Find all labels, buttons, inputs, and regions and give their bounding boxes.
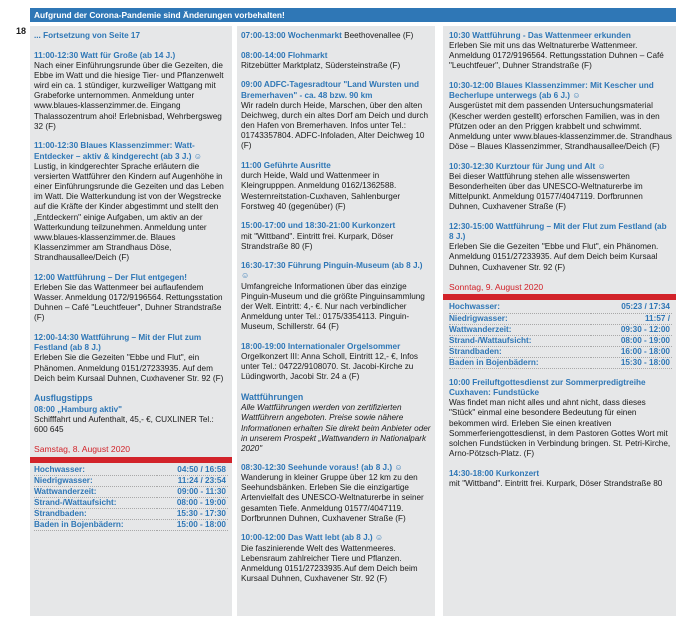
column-middle (237, 26, 435, 616)
event-title: 10:30-12:00 Blaues Klassenzimmer: Mit Kescher und Becherlupe unterwegs (ab 6 J.) ☺ (449, 81, 654, 101)
tide-value: 09:00 - 11:30 (157, 486, 228, 497)
tide-value: 15:30 - 18:00 (591, 357, 672, 368)
event-description: Erleben Sie mit uns das Weltnaturerbe Wattenmeer. Anmeldung 0172/9196564. Rettungsstation Duhnen – Café "Leuchtfeuer", Duhner Strandstraße (F) (449, 41, 664, 71)
event-title: 12:00 Wattführung – Der Flut entgegen! (34, 272, 187, 282)
event-title: 07:00-13:00 Wochenmarkt (241, 31, 342, 40)
tide-value: 15:00 - 18:00 (157, 520, 228, 531)
tide-table-sunday (449, 302, 672, 369)
event-description: Schifffahrt und Aufenthalt, 45,- €, CUXLINER Tel.: 600 645 (34, 414, 214, 434)
event-item (34, 333, 228, 384)
event-description: Nach einer Einführungsrunde über die Gezeiten, die Ebbe im Watt und die hiesige Tier- und Pflanzenwelt wird ein ca. 1 stündiger, kurzweiliger Wattgang mit Grabeforke unternommen. Anmeldung unter www.blaues-klassenzimmer.de. Eingang Thalassozentrum ahoi! Erlebnisbad, Wehrbergsweg 32 (F) (34, 60, 224, 131)
tide-value: 11:24 / 23:54 (157, 475, 228, 486)
event-description: mit "Wittband". Eintritt frei. Kurpark, Döser Strandstraße 80 (F) (241, 231, 394, 251)
event-item (241, 221, 431, 251)
event-item (34, 405, 228, 435)
event-description: Wir radeln durch Heide, Marschen, über den alten Deichweg, durch ein altes Dorf am Deich und durch den Hafen von Bremerhaven. Infos unter Tel.: 01743357804. ADFC-Infoladen, Alter Deichweg 10 (F) (241, 100, 429, 151)
event-title: 11:00 Geführte Ausritte (241, 161, 331, 171)
tide-label: Niedrigwasser: (449, 313, 591, 324)
tide-row (34, 509, 228, 520)
tide-label: Baden in Bojenbädern: (449, 357, 591, 368)
tide-table-saturday (34, 465, 228, 532)
event-description: Die faszinierende Welt des Wattenmeeres. Lebensraum zahlreicher Tiere und Pflanzen. Anmeldung 0151/27233935.Auf dem Deich beim Kursaal Duhnen, Cuxhavener Str. 92 (F) (241, 543, 418, 584)
event-title: 14:30-18:00 Kurkonzert (449, 468, 540, 478)
event-item (241, 161, 431, 212)
event-item (34, 273, 228, 324)
event-title: 08:00 „Hamburg aktiv" (34, 404, 123, 414)
tide-row (34, 486, 228, 497)
event-title: 09:00 ADFC-Tagesradtour "Land Wursten und Bremerhaven" - ca. 48 bzw. 90 km (241, 80, 419, 100)
event-description: Beethovenallee (F) (344, 31, 414, 40)
date-heading-saturday: Samstag, 8. August 2020 (34, 444, 131, 455)
tide-label: Strand-/Wattaufsicht: (34, 497, 157, 508)
event-description: Was findet man nicht alles und ahnt nicht, dass dieses "Stück" einmal eine besondere Bedeutung für einen bekommen wird. Erleben Sie einen kreativen Sommerferiengottesdienst, in dem Pastoren Gottes Wort mit solchen Fundstücken in Verbindung bringen. St. Petri-Kirche, Arno-Pötzsch-Platz. (F) (449, 398, 671, 459)
page-number: 18 (16, 26, 27, 36)
tide-label: Niedrigwasser: (34, 475, 157, 486)
tide-row (449, 335, 672, 346)
column-right (443, 26, 676, 616)
event-item (241, 261, 431, 332)
event-item (241, 51, 431, 71)
event-item (241, 342, 431, 383)
tide-row (34, 520, 228, 531)
date-heading-sunday: Sonntag, 9. August 2020 (449, 282, 544, 293)
date-divider (443, 294, 676, 300)
event-title: 12:30-15:00 Wattführung – Mit der Flut zum Festland (ab 8 J.) (449, 222, 667, 242)
event-title: 18:00-19:00 Internationaler Orgelsommer (241, 341, 401, 351)
event-item (449, 469, 672, 489)
event-description: Umfangreiche Informationen über das einzige Pinguin-Museum und die größte Pinguinsammlung der Welt. Eintritt: 4,- €. Nur nach verbindlicher Anmeldung unter Tel.: 0175/3354113. Pinguin-Museum, Schillerstr. 64 (F) (241, 281, 425, 332)
event-item (34, 51, 228, 132)
event-description: Erleben Sie das Wattenmeer bei auflaufendem Wasser. Anmeldung 0172/9196564. Rettungsstation Duhnen – Café "Leuchtfeuer", Duhner Strandstraße (F) (34, 282, 223, 323)
event-description: Erleben Sie die Gezeiten "Ebbe und Flut", ein Phänomen. Anmeldung 0151/27233935. Auf dem Deich beim Kursaal Duhnen, Cuxhavener Str. 92 (F) (34, 353, 224, 383)
tide-row (34, 465, 228, 476)
tide-row (449, 313, 672, 324)
event-item (449, 378, 672, 459)
corona-notice-banner: Aufgrund der Corona-Pandemie sind Änderungen vorbehalten! (30, 8, 676, 22)
tide-row (34, 497, 228, 508)
continuation-note: ... Fortsetzung von Seite 17 (34, 31, 141, 40)
event-title: 10:30-12:30 Kurztour für Jung und Alt ☺ (449, 161, 606, 171)
tide-value: 16:00 - 18:00 (591, 346, 672, 357)
event-title: 11:00-12:30 Watt für Große (ab 14 J.) (34, 50, 176, 60)
event-description: Wanderung in kleiner Gruppe über 12 km zu den Seehundsbänken. Erleben Sie die einzigartige Artenvielfalt des UNESCO-Weltnaturerbe in seiner gesamten Tiefe. Anmeldung 01577/4047119. Dorfbrunnen Duhnen, Cuxhavener Straße (F) (241, 473, 424, 523)
tide-row (449, 302, 672, 313)
section-heading-ausflugstipps: Ausflugstipps (34, 393, 93, 404)
column-left (30, 26, 232, 616)
tide-value: 04:50 / 16:58 (157, 465, 228, 476)
event-description: durch Heide, Wald und Wattenmeer in Kleingrupppen. Anmeldung 0162/1362588. Westernreitstation-Cuxhaven, Sahlenburger Forstweg 40 (gegenüber) (F) (241, 171, 401, 211)
tide-row (449, 357, 672, 368)
tide-label: Strand-/Wattaufsicht: (449, 335, 591, 346)
tide-label: Wattwanderzeit: (34, 486, 157, 497)
event-item (241, 463, 431, 524)
event-title: 10:00-12:00 Das Watt lebt (ab 8 J.) ☺ (241, 533, 384, 543)
tide-value: 05:23 / 17:34 (591, 302, 672, 313)
tide-value: 11:57 / (591, 313, 672, 324)
event-title: 10:00 Freiluftgottesdienst zur Sommerpredigtreihe Cuxhaven: Fundstücke (449, 378, 646, 398)
event-title: 11:00-12:30 Blaues Klassenzimmer: Watt-Entdecker – aktiv & kindgerecht (ab 3 J.) ☺ (34, 141, 203, 161)
tide-value: 09:30 - 12:00 (591, 324, 672, 335)
event-description: mit "Wittband". Eintritt frei. Kurpark, Döser Strandstraße 80 (449, 478, 663, 488)
tide-label: Wattwanderzeit: (449, 324, 591, 335)
tide-value: 15:30 - 17:30 (157, 509, 228, 520)
event-item (449, 162, 672, 213)
event-item (241, 533, 431, 584)
tide-row (34, 475, 228, 486)
event-title: 16:30-17:30 Führung Pinguin-Museum (ab 8 J.) ☺ (241, 261, 423, 281)
tide-value: 08:00 - 19:00 (591, 335, 672, 346)
event-description: Ausgerüstet mit dem passenden Untersuchungsmaterial (Kescher werden gestellt) erforschen Familien, was in den Pfützen oder an den Priggen krabbelt und schwimmt. Anmeldung unter www.blaues-klassenzimmer.de. Strandhaus Döse – Blaues Klassenzimmer, Strandhausallee/Deich (F) (449, 101, 672, 152)
section-heading-wattfuehrungen: Wattführungen (241, 392, 304, 403)
event-description: Erleben Sie die Gezeiten "Ebbe und Flut", ein Phänomen. Anmeldung 0151/27233935. Auf dem Deich beim Kursaal Duhnen, Cuxhavener Str. 92 (F) (449, 242, 659, 272)
tide-row (449, 346, 672, 357)
event-title: 08:30-12:30 Seehunde voraus! (ab 8 J.) ☺ (241, 462, 403, 472)
event-intro (34, 31, 228, 41)
date-divider (30, 457, 232, 463)
event-item (241, 31, 431, 41)
event-description: Orgelkonzert III: Anna Scholl, Eintritt 12,- €, Infos unter Tel.: 04722/9108070. St. Jacobi-Kirche zu Lüdingworth, Jacobi Str. 24 a (F) (241, 352, 419, 382)
event-title: 10:30 Wattführung - Das Wattenmeer erkunden (449, 31, 631, 40)
event-item (34, 141, 228, 263)
tide-value: 08:00 - 19:00 (157, 497, 228, 508)
event-description: Ritzebütter Marktplatz, Südersteinstraße (F) (241, 60, 401, 70)
event-item (241, 80, 431, 151)
event-description: Lustig, in kindgerechter Sprache erläutern die versierten Wattführer den Kindern auf Augenhöhe in einer Einführungsrunde die Gezeiten und das Leben im Watt. Die Watterkundung ist von der Wegstrecke auf die Kräfte der Kinder abgestimmt und stellt den „Entdeckern" einige Aufgaben, um aktiv an der Watterkundung teilzunehmen. Anmeldung unter www.blaues-klassenzimmer.de. Blaues Klassenzimmer am Strandhaus Döse, Strandhausallee/Deich (F) (34, 161, 224, 263)
tide-row (449, 324, 672, 335)
event-title: 08:00-14:00 Flohmarkt (241, 50, 328, 60)
event-item (449, 222, 672, 273)
wattfuehrungen-note: Alle Wattführungen werden von zertifizierten Wattführern angeboten. Preise sowie nähere Informationen erhalten Sie direkt beim Anbieter oder in unserem Prospekt „Wattwandern in Nationalpark 2020" (241, 403, 431, 453)
event-title: 15:00-17:00 und 18:30-21:00 Kurkonzert (241, 221, 396, 231)
event-title: 12:00-14:30 Wattführung – Mit der Flut zum Festland (ab 8 J.) (34, 333, 202, 353)
event-item (449, 31, 672, 72)
tide-label: Strandbaden: (34, 509, 157, 520)
event-item (449, 81, 672, 152)
event-description: Bei dieser Wattführung stehen alle wissenswerten Besonderheiten über das UNESCO-Weltnaturerbe im Mittelpunkt. Anmeldung 01577/4047119. Dorfbrunnen Duhnen, Cuxhavener Straße (F) (449, 171, 643, 212)
tide-label: Baden in Bojenbädern: (34, 520, 157, 531)
tide-label: Hochwasser: (449, 302, 591, 313)
tide-label: Strandbaden: (449, 346, 591, 357)
tide-label: Hochwasser: (34, 465, 157, 476)
